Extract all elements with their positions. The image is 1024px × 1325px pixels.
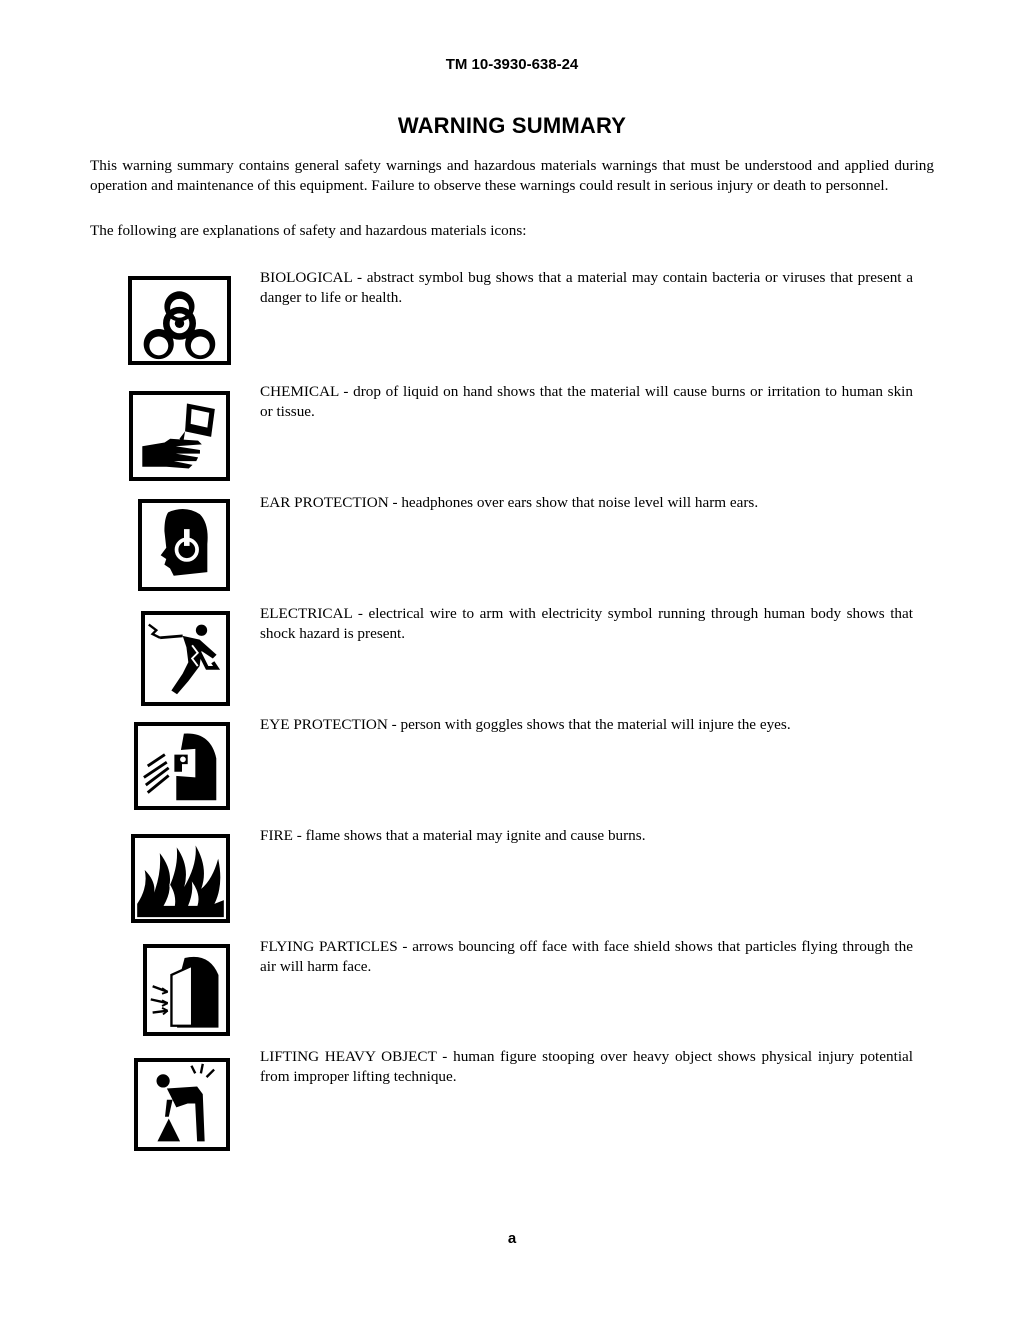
- warning-item-eye-protection: EYE PROTECTION - person with goggles shows that the material will injure the eyes.: [260, 716, 791, 733]
- page-title: WARNING SUMMARY: [397, 113, 627, 138]
- chemical-icon: [129, 391, 230, 481]
- intro-paragraph: This warning summary contains general safety warnings and hazardous materials warnings that must be understood and applied during operation and maintenance of this equipment. Failure to observe these warnings could result in serious injury or death to personnel.: [90, 157, 934, 194]
- warning-item-ear-protection: EAR PROTECTION - headphones over ears show that noise level will harm ears.: [260, 494, 759, 511]
- ear-protection-icon: [138, 499, 230, 591]
- lead-paragraph: The following are explanations of safety and hazardous materials icons:: [90, 222, 527, 239]
- warning-item-fire: FIRE - flame shows that a material may ignite and cause burns.: [260, 827, 646, 844]
- electrical-icon: [141, 611, 230, 706]
- warning-item-lifting-heavy-object: LIFTING HEAVY OBJECT - human figure stooping over heavy object shows physical injury potential from improper lifting technique.: [260, 1048, 913, 1085]
- eye-protection-icon: [134, 722, 230, 810]
- warning-item-electrical: ELECTRICAL - electrical wire to arm with electricity symbol running through human body shows that shock hazard is present.: [260, 605, 913, 642]
- lifting-heavy-object-icon: [134, 1058, 230, 1151]
- warning-item-flying-particles: FLYING PARTICLES - arrows bouncing off face with face shield shows that particles flying through the air will harm face.: [260, 938, 913, 975]
- flying-particles-icon: [143, 944, 230, 1036]
- fire-icon: [131, 834, 230, 923]
- warning-item-chemical: CHEMICAL - drop of liquid on hand shows that the material will cause burns or irritation to human skin or tissue.: [260, 383, 913, 420]
- warning-item-biological: BIOLOGICAL - abstract symbol bug shows that a material may contain bacteria or viruses that present a danger to life or health.: [260, 269, 913, 306]
- page-number: a: [507, 1230, 517, 1247]
- document-number: TM 10-3930-638-24: [445, 56, 579, 73]
- biohazard-icon: [128, 276, 231, 365]
